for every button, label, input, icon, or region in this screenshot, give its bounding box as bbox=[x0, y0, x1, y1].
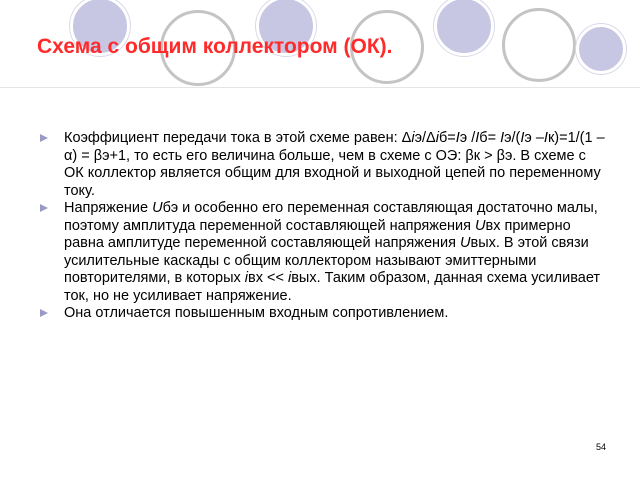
italic-symbol: I bbox=[520, 130, 525, 146]
italic-symbol: I bbox=[500, 130, 505, 146]
bullet-item bbox=[40, 305, 606, 323]
text-run: э – bbox=[524, 130, 544, 146]
text-run: э / bbox=[459, 130, 476, 146]
bullet-item bbox=[40, 130, 606, 200]
text-run: б= bbox=[479, 130, 501, 146]
text-run: вх примерно равна амплитуде переменной составляющей напряжения bbox=[64, 217, 571, 251]
bullet-text bbox=[64, 200, 600, 304]
decorative-circle bbox=[434, 0, 494, 56]
italic-symbol: i bbox=[411, 130, 415, 146]
text-run: э/( bbox=[504, 130, 521, 146]
decorative-circle bbox=[576, 24, 626, 74]
italic-symbol: U bbox=[475, 217, 486, 234]
slide-body bbox=[40, 130, 606, 323]
italic-symbol: i bbox=[435, 130, 439, 146]
bullet-text bbox=[64, 305, 448, 321]
decorative-circle bbox=[502, 8, 576, 82]
bullet-arrow-icon bbox=[40, 309, 48, 317]
bullet-item bbox=[40, 200, 606, 305]
bullet-arrow-icon bbox=[40, 134, 48, 142]
slide-title: Схема с общим коллектором (ОК). bbox=[37, 35, 393, 58]
text-run: б= bbox=[438, 130, 456, 146]
italic-symbol: U bbox=[152, 200, 163, 216]
page-number: 54 bbox=[595, 442, 606, 452]
text-run: Напряжение bbox=[64, 200, 153, 216]
bullet-arrow-icon bbox=[40, 204, 48, 212]
bullet-text bbox=[64, 130, 605, 199]
title-divider bbox=[0, 87, 640, 88]
text-run: э/Δ bbox=[414, 130, 436, 146]
text-run: вых. В этой связи усилительные каскады с общим коллектором называют эмиттерными повторителями, в которых bbox=[64, 235, 589, 286]
italic-symbol: I bbox=[475, 130, 480, 146]
text-run: вых. Таким образом, данная схема усиливает ток, но не усиливает напряжение. bbox=[64, 270, 601, 304]
text-run: Она отличается повышенным входным сопротивлением. bbox=[64, 305, 449, 321]
text-run: к)=1/(1 – α) = βэ+1, то есть его величина больше, чем в схеме с ОЭ: βк > βэ. В схеме с ОК коллектор является общим для входной и выходной цепей по переменному току. bbox=[64, 130, 605, 199]
text-run: бэ и особенно его переменная составляющая достаточно малы, поэтому амплитуда переменной составляющей напряжения bbox=[64, 200, 598, 234]
text-run: вх << bbox=[248, 270, 288, 286]
text-run: Коэффициент передачи тока в этой схеме равен: Δ bbox=[64, 130, 412, 146]
italic-symbol: U bbox=[460, 235, 471, 251]
italic-symbol: i bbox=[287, 270, 292, 286]
italic-symbol: I bbox=[455, 130, 460, 146]
italic-symbol: I bbox=[543, 130, 548, 146]
italic-symbol: i bbox=[244, 270, 249, 286]
